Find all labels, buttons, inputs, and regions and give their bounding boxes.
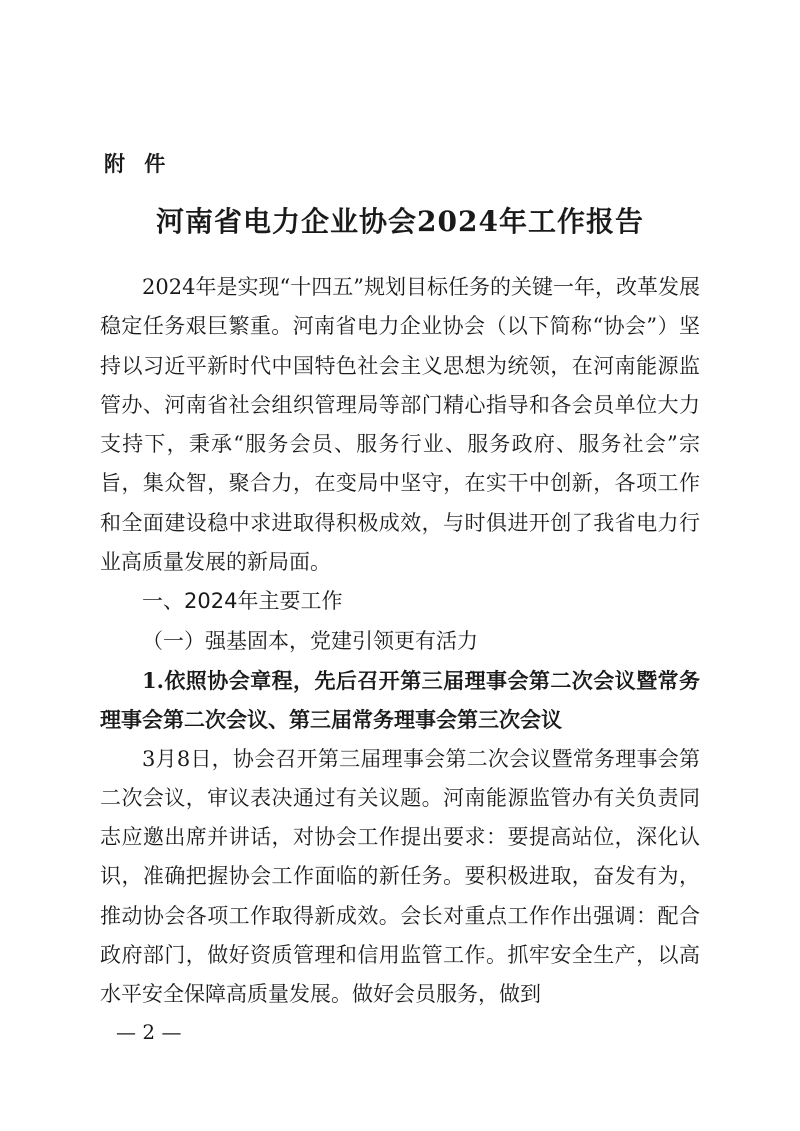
item-paragraph: 3月8日，协会召开第三届理事会第二次会议暨常务理事会第二次会议，审议表决通过有关议题。河南能源监管办有关负责同志应邀出席并讲话，对协会工作提出要求：要提高站位，深化认识，准确把握协会工作面临的新任务。要积极进取，奋发有为，推动协会各项工作取得新成效。会长对重点工作作出强调：配合政府部门，做好资质管理和信用监管工作。抓牢安全生产，以高水平安全保障高质量发展。做好会员服务，做到	[100, 746, 700, 1007]
attachment-label: 附 件	[104, 152, 172, 176]
document-body	[100, 268, 700, 1015]
section-heading: 一、2024年主要工作	[142, 589, 343, 614]
document-title: 河南省电力企业协会2024年工作报告	[156, 205, 644, 238]
intro-paragraph: 2024年是实现“十四五”规划目标任务的关键一年，改革发展稳定任务艰巨繁重。河南省电力企业协会（以下简称“协会”）坚持以习近平新时代中国特色社会主义思想为统领，在河南能源监管办、河南省社会组织管理局等部门精心指导和各会员单位大力支持下，秉承“服务会员、服务行业、服务政府、服务社会”宗旨，集众智，聚合力，在变局中坚守，在实干中创新，各项工作和全面建设稳中求进取得积极成效，与时俱进开创了我省电力行业高质量发展的新局面。	[100, 275, 700, 575]
subsection-heading: （一）强基固本，党建引领更有活力	[142, 628, 478, 653]
page-number: — 2 —	[116, 1020, 182, 1044]
item-heading: 1.依照协会章程，先后召开第三届理事会第二次会议暨常务理事会第二次会议、第三届常务理事会第三次会议	[100, 667, 700, 733]
